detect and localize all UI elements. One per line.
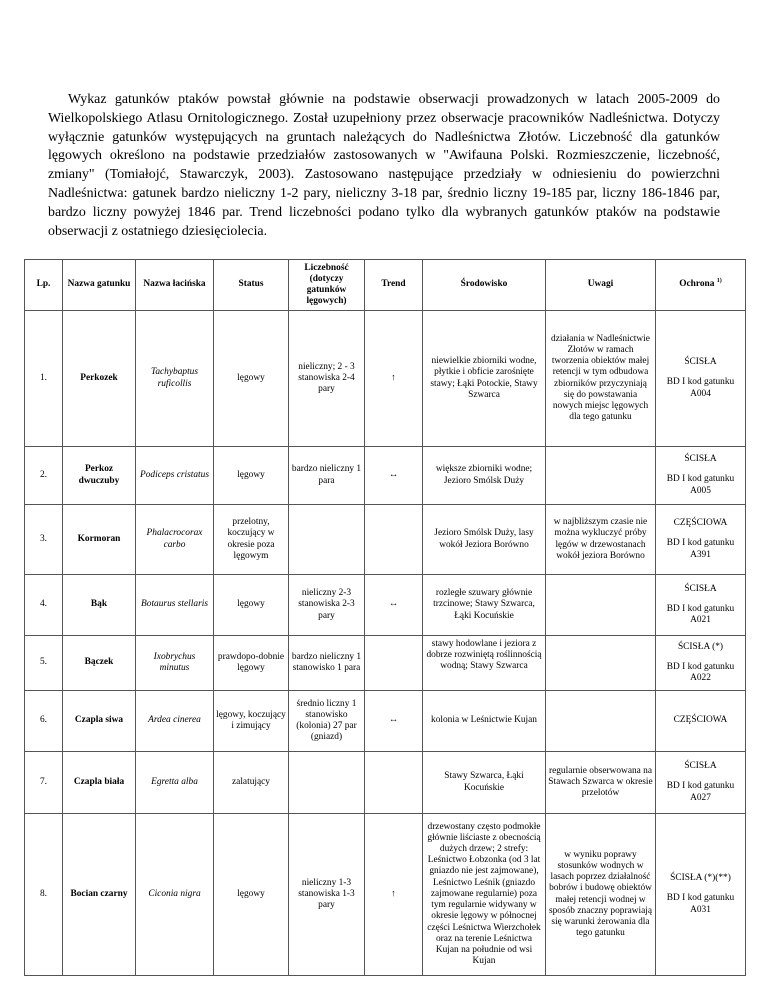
species-table bbox=[24, 259, 746, 976]
habitat-cell: kolonia w Leśnictwie Kujan bbox=[423, 691, 546, 752]
table-row bbox=[25, 752, 746, 814]
protection-status: ŚCISŁA bbox=[684, 583, 717, 594]
remarks-cell: regularnie obserwowana na Stawach Szwarca w okresie przelotów bbox=[546, 752, 656, 814]
protection-status: ŚCISŁA (*) bbox=[677, 641, 724, 652]
table-row bbox=[25, 447, 746, 505]
remarks-cell bbox=[546, 636, 656, 691]
row-number: 7. bbox=[25, 752, 63, 814]
status-cell: zalatujący bbox=[214, 752, 289, 814]
protection-status: ŚCISŁA bbox=[684, 454, 717, 465]
habitat-cell: Jezioro Smólsk Duży, lasy wokół Jeziora Borówno bbox=[423, 505, 546, 575]
protection-code: BD I kod gatunku A004 bbox=[666, 377, 735, 399]
protection-code: BD I kod gatunku A005 bbox=[666, 474, 735, 496]
header-ochrona-label: Ochrona bbox=[679, 279, 715, 290]
habitat-cell: niewielkie zbiorniki wodne, płytkie i obficie zarośnięte stawy; Łąki Potockie, Stawy Szwarca bbox=[423, 311, 546, 447]
abundance-cell bbox=[289, 752, 365, 814]
footnote-marker: 1) bbox=[716, 278, 722, 285]
table-row bbox=[25, 814, 746, 976]
protection-cell bbox=[656, 575, 746, 636]
remarks-cell: w wyniku poprawy stosunków wodnych w lasach poprzez działalność bobrów i budowę obiektów małej retencji wodnej w sposób znaczny poprawiają się warunki żerowania dla tego gatunku bbox=[546, 814, 656, 976]
latin-name: Podiceps cristatus bbox=[136, 447, 214, 505]
species-name: Czapla biała bbox=[63, 752, 136, 814]
latin-name: Phalacrocorax carbo bbox=[136, 505, 214, 575]
species-name: Bączek bbox=[63, 636, 136, 691]
trend-cell: ↔ bbox=[365, 447, 423, 505]
habitat-cell: rozległe szuwary głównie trzcinowe; Stawy Szwarca, Łąki Kocuńskie bbox=[423, 575, 546, 636]
header-uwagi: Uwagi bbox=[546, 260, 656, 311]
abundance-cell: średnio liczny 1 stanowisko (kolonia) 27 par (gniazd) bbox=[289, 691, 365, 752]
row-number: 8. bbox=[25, 814, 63, 976]
protection-status: ŚCISŁA bbox=[684, 761, 717, 772]
trend-cell: ↑ bbox=[365, 311, 423, 447]
latin-name: Ciconia nigra bbox=[136, 814, 214, 976]
habitat-cell: drzewostany często podmokłe głównie liściaste z obecnością dużych drzew; 2 strefy: Leśnictwo Łobzonka (od 3 lat gniazdo nie jest zajmowane), Leśnictwo Leśnik (gniazdo zajmowane regularnie) poza tym regularnie widywany w okresie lęgowy w północnej części Leśnictwa Wierzchołek oraz na terenie Leśnictwa Kujan na południe od wsi Kujan bbox=[423, 814, 546, 976]
species-name: Czapla siwa bbox=[63, 691, 136, 752]
header-nazwa: Nazwa gatunku bbox=[63, 260, 136, 311]
header-srodowisko: Środowisko bbox=[423, 260, 546, 311]
trend-cell: ↔ bbox=[365, 691, 423, 752]
abundance-cell: bardzo nieliczny 1 para bbox=[289, 447, 365, 505]
status-cell: lęgowy bbox=[214, 814, 289, 976]
table-row bbox=[25, 691, 746, 752]
abundance-cell: nieliczny; 2 - 3 stanowiska 2-4 pary bbox=[289, 311, 365, 447]
abundance-cell: nieliczny 1-3 stanowiska 1-3 pary bbox=[289, 814, 365, 976]
species-name: Kormoran bbox=[63, 505, 136, 575]
row-number: 6. bbox=[25, 691, 63, 752]
protection-cell bbox=[656, 447, 746, 505]
latin-name: Tachybaptus ruficollis bbox=[136, 311, 214, 447]
status-cell: przelotny, koczujący w okresie poza lęgowym bbox=[214, 505, 289, 575]
header-status: Status bbox=[214, 260, 289, 311]
remarks-cell: działania w Nadleśnictwie Złotów w ramach tworzenia obiektów małej retencji w tym odbudowa zbiorników przyczyniają się do powstawania nowych miejsc lęgowych dla tego gatunku bbox=[546, 311, 656, 447]
species-name: Perkoz dwuczuby bbox=[63, 447, 136, 505]
latin-name: Egretta alba bbox=[136, 752, 214, 814]
protection-cell bbox=[656, 505, 746, 575]
table-row bbox=[25, 311, 746, 447]
remarks-cell bbox=[546, 447, 656, 505]
protection-cell bbox=[656, 636, 746, 691]
header-lacinska: Nazwa łacińska bbox=[136, 260, 214, 311]
table-row bbox=[25, 636, 746, 691]
latin-name: Ardea cinerea bbox=[136, 691, 214, 752]
header-lp: Lp. bbox=[25, 260, 63, 311]
trend-cell: ↑ bbox=[365, 814, 423, 976]
protection-cell bbox=[656, 691, 746, 752]
abundance-cell: nieliczny 2-3 stanowiska 2-3 pary bbox=[289, 575, 365, 636]
remarks-cell bbox=[546, 691, 656, 752]
row-number: 1. bbox=[25, 311, 63, 447]
protection-code: BD I kod gatunku A021 bbox=[666, 603, 735, 626]
remarks-cell bbox=[546, 575, 656, 636]
abundance-cell: bardzo nieliczny 1 stanowisko 1 para bbox=[289, 636, 365, 691]
table-row bbox=[25, 505, 746, 575]
habitat-cell: stawy hodowlane i jeziora z dobrze rozwiniętą roślinnością wodną; Stawy Szwarca bbox=[423, 636, 546, 691]
protection-code: BD I kod gatunku A391 bbox=[666, 538, 735, 560]
header-trend: Trend bbox=[365, 260, 423, 311]
species-name: Perkozek bbox=[63, 311, 136, 447]
trend-cell bbox=[365, 636, 423, 691]
remarks-cell: w najbliższym czasie nie można wykluczyć próby lęgów w drzewostanach wokół jeziora Borówno bbox=[546, 505, 656, 575]
protection-code: BD I kod gatunku A031 bbox=[666, 893, 735, 915]
protection-status: ŚCISŁA bbox=[684, 357, 717, 368]
latin-name: Botaurus stellaris bbox=[136, 575, 214, 636]
habitat-cell: większe zbiorniki wodne; Jezioro Smólsk Duży bbox=[423, 447, 546, 505]
protection-code: BD I kod gatunku A027 bbox=[666, 781, 735, 803]
protection-status: CZĘŚCIOWA bbox=[673, 518, 728, 529]
trend-cell bbox=[365, 505, 423, 575]
header-ochrona bbox=[656, 260, 746, 311]
status-cell: lęgowy bbox=[214, 311, 289, 447]
table-row bbox=[25, 575, 746, 636]
protection-cell bbox=[656, 814, 746, 976]
protection-cell bbox=[656, 311, 746, 447]
trend-cell bbox=[365, 752, 423, 814]
species-name: Bocian czarny bbox=[63, 814, 136, 976]
protection-code: BD I kod gatunku A022 bbox=[666, 661, 735, 684]
latin-name: Ixobrychus minutus bbox=[136, 636, 214, 691]
habitat-cell: Stawy Szwarca, Łąki Kocuńskie bbox=[423, 752, 546, 814]
table-header-row bbox=[25, 260, 746, 311]
header-liczebnosc: Liczebność (dotyczy gatunków lęgowych) bbox=[289, 260, 365, 311]
trend-cell: ↔ bbox=[365, 575, 423, 636]
protection-cell bbox=[656, 752, 746, 814]
status-cell: lęgowy, koczujący i zimujący bbox=[214, 691, 289, 752]
row-number: 2. bbox=[25, 447, 63, 505]
status-cell: lęgowy bbox=[214, 447, 289, 505]
species-name: Bąk bbox=[63, 575, 136, 636]
intro-paragraph: Wykaz gatunków ptaków powstał głównie na podstawie obserwacji prowadzonych w latach 2005-2009 do Wielkopolskiego Atlasu Ornitologicznego. Został uzupełniony przez obserwacje pracowników Nadleśnictwa. Dotyczy wyłącznie gatunków występujących na gruntach należących do Nadleśnictwa Złotów. Liczebność dla gatunków lęgowych określono na podstawie przedziałów zastosowanych w "Awifauna Polski. Rozmieszczenie, liczebność, zmiany" (Tomiałojć, Stawarczyk, 2003). Zastosowano następujące przedziały w odniesieniu do powierzchni Nadleśnictwa: gatunek bardzo nieliczny 1-2 pary, nieliczny 3-18 par, średnio liczny 19-185 par, liczny 186-1846 par, bardzo liczny powyżej 1846 par. Trend liczebności podano tylko dla wybranych gatunków ptaków na podstawie obserwacji z ostatniego dziesięciolecia. bbox=[48, 92, 720, 239]
protection-status: CZĘŚCIOWA bbox=[673, 715, 728, 726]
row-number: 4. bbox=[25, 575, 63, 636]
protection-status: ŚCISŁA (*)(**) bbox=[670, 873, 731, 884]
status-cell: lęgowy bbox=[214, 575, 289, 636]
abundance-cell bbox=[289, 505, 365, 575]
status-cell: prawdopo-dobnie lęgowy bbox=[214, 636, 289, 691]
row-number: 5. bbox=[25, 636, 63, 691]
row-number: 3. bbox=[25, 505, 63, 575]
